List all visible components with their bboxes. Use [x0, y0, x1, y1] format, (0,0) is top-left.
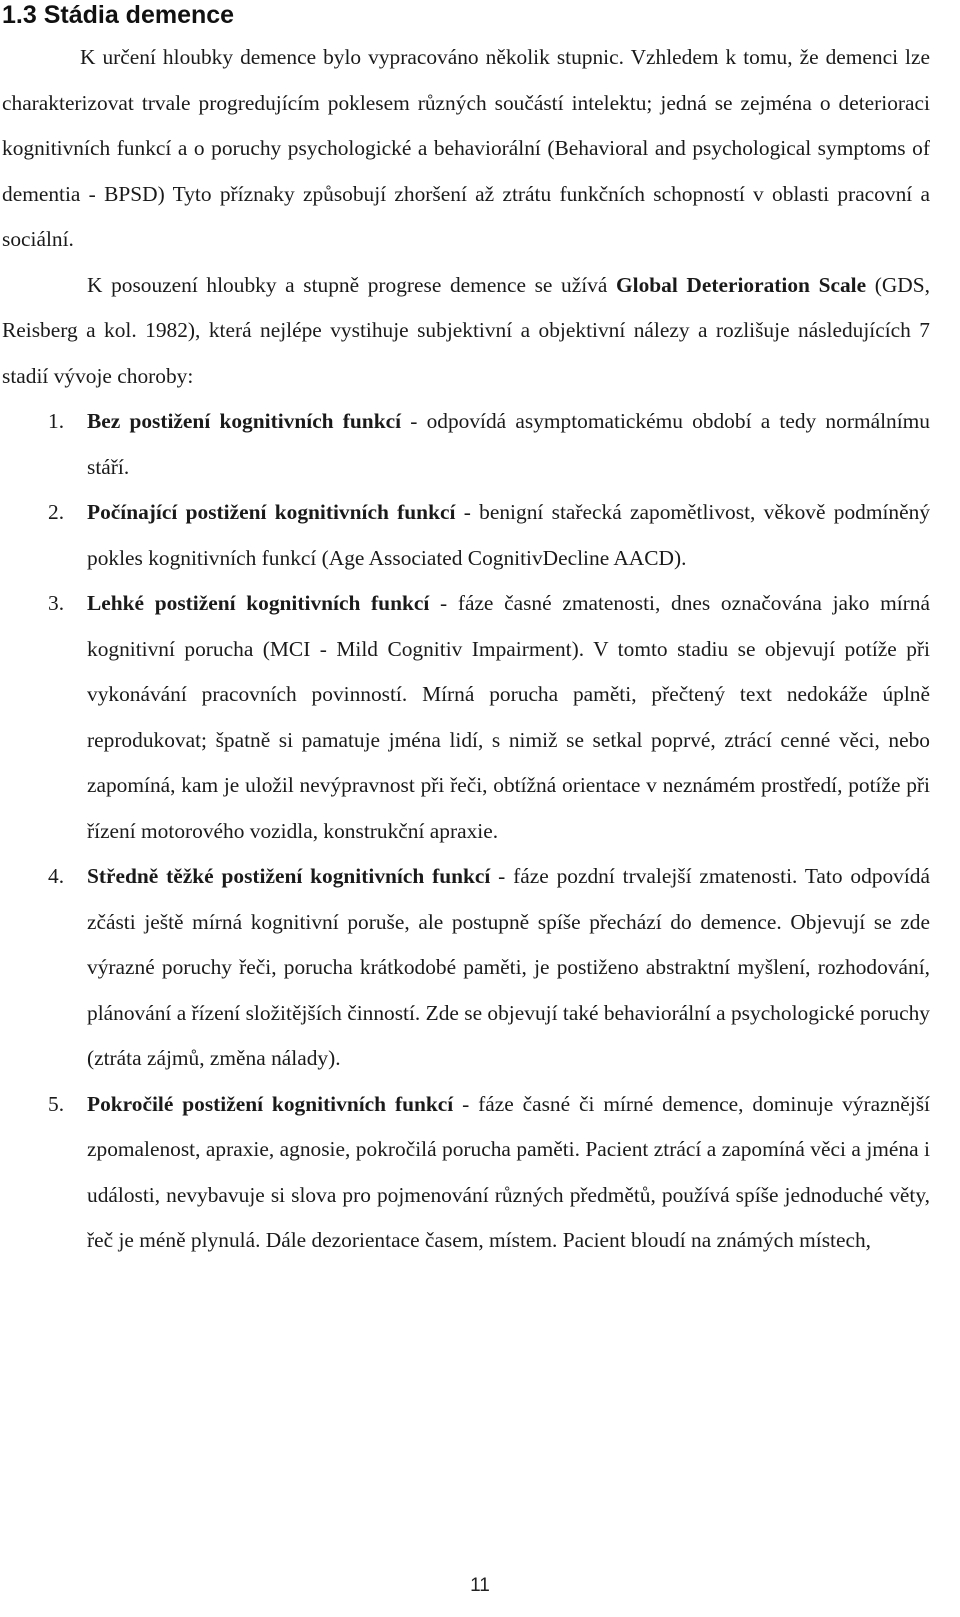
stage-title: Lehké postižení kognitivních funkcí [87, 591, 430, 615]
list-item-number: 4. [48, 864, 65, 888]
gds-paragraph [2, 263, 930, 400]
gds-lead: K posouzení hloubky a stupně progrese demence se užívá [87, 272, 616, 297]
section-title: 1.3 Stádia demence [2, 1, 235, 29]
list-item-number: 5. [48, 1091, 65, 1116]
stage-title: Počínající postižení kognitivních funkcí [87, 500, 456, 524]
stage-text: - fáze časné zmatenosti, dnes označována jako mírná kognitivní porucha (MCI - Mild Cognitiv Impairment). V tomto stadiu se objevují potíže při vykonávání pracovních povinností. Mírná porucha paměti, přečtený text nedokáže úplně reprodukovat; špatně si pamatuje jména lidí, s nimiž se setkal poprvé, ztrácí cenné věci, nebo zapomíná, kam je uložil nevýpravnost při řeči, obtížná orientace v neznámém prostředí, potíže při řízení motorového vozidla, konstrukční apraxie. [87, 591, 930, 843]
gds-term: Global Deterioration Scale [615, 272, 867, 297]
stage-list [2, 399, 930, 1264]
page-number: 11 [470, 1575, 490, 1596]
stage-title: Bez postižení kognitivních funkcí [87, 409, 402, 433]
stage-text: - fáze pozdní trvalejší zmatenosti. Tato odpovídá zčásti ještě mírná kognitivní poruše, ale postupně spíše přechází do demence. Objevují se zde výrazné poruchy řeči, porucha krátkodobé paměti, je postiženo abstraktní myšlení, rozhodování, plánování a řízení složitějších činností. Zde se objevují také behaviorální a psychologické poruchy (ztráta zájmů, změna nálady). [87, 864, 930, 1070]
stage-text: - benigní stařecká zapomětlivost, věkově podmíněný pokles kognitivních funkcí (Age Associated CognitivDecline AACD). [87, 500, 931, 570]
list-item [2, 1082, 930, 1264]
stage-title: Středně těžké postižení kognitivních funkcí [87, 864, 491, 888]
stage-text: - odpovídá asymptomatickému období a tedy normálnímu stáří. [87, 409, 930, 479]
intro-paragraph: K určení hloubky demence bylo vypracováno několik stupnic. Vzhledem k tomu, že demenci lze charakterizovat trvale progredujícím poklesem různých součástí intelektu; jedná se zejména o deterioraci kognitivních funkcí a o poruchy psychologické a behaviorální (Behavioral and psychological symptoms of dementia - BPSD) Tyto příznaky způsobují zhoršení až ztrátu funkčních schopností v oblasti pracovní a sociální. [2, 45, 930, 251]
list-item [2, 854, 930, 1082]
list-item-number: 2. [48, 500, 65, 524]
list-item-number: 3. [48, 591, 65, 615]
stage-text: - fáze časné či mírné demence, dominuje výraznější zpomalenost, apraxie, agnosie, pokročilá porucha paměti. Pacient ztrácí a zapomíná věci a jména i události, nevybavuje si slova pro pojmenování různých předmětů, používá spíše jednoduché věty, řeč je méně plynulá. Dále dezorientace časem, místem. Pacient bloudí na známých místech, [87, 1091, 930, 1252]
list-item-number: 1. [48, 409, 65, 433]
list-item [2, 581, 930, 854]
stage-title: Pokročilé postižení kognitivních funkcí [87, 1091, 454, 1116]
list-item [2, 399, 930, 490]
list-item [2, 490, 930, 581]
gds-rest: (GDS, Reisberg a kol. 1982), která nejlépe vystihuje subjektivní a objektivní nálezy a rozlišuje následujících 7 stadií vývoje choroby: [2, 272, 930, 388]
